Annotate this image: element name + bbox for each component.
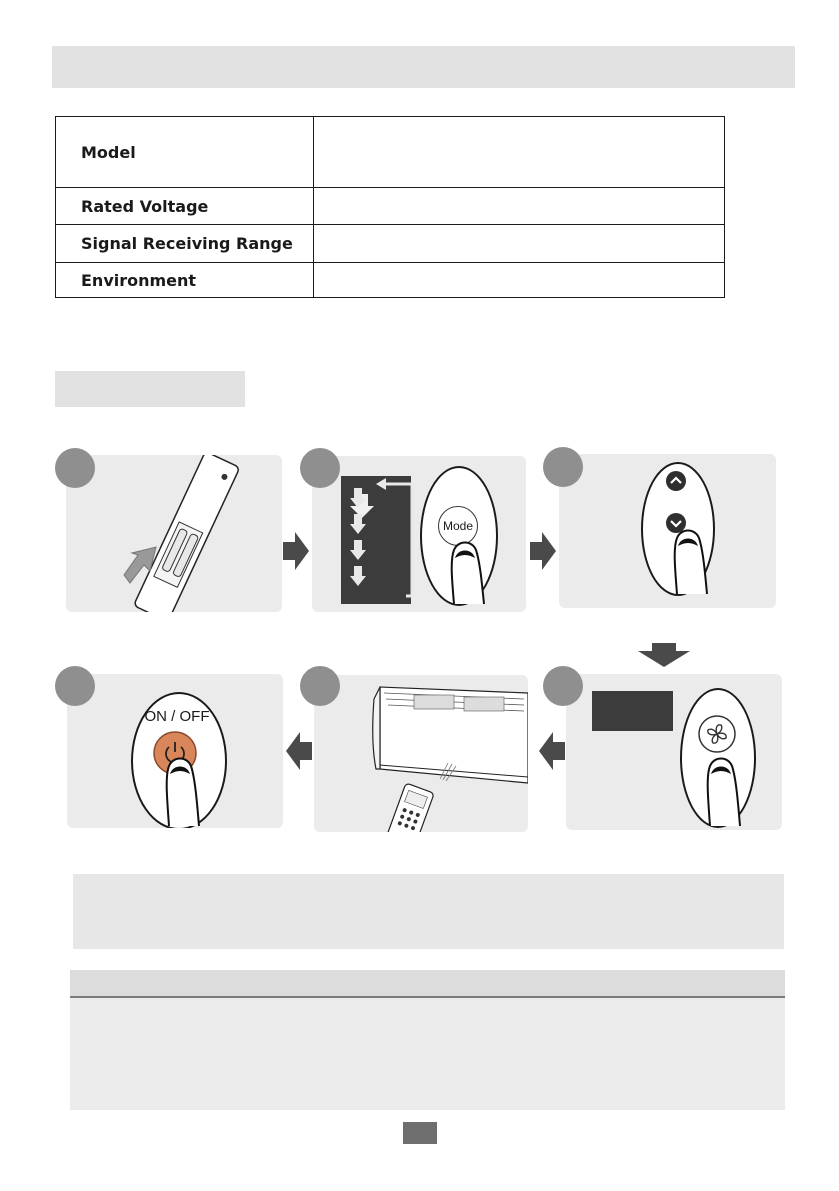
display-screen xyxy=(592,691,673,731)
finger-icon xyxy=(704,756,744,826)
step-6-panel xyxy=(67,674,283,828)
remote-battery-illustration xyxy=(66,455,282,612)
finger-icon xyxy=(448,540,488,604)
step-6-badge xyxy=(55,666,95,706)
step-1-panel xyxy=(66,455,282,612)
table-row xyxy=(56,117,725,188)
finger-icon xyxy=(671,528,711,594)
spec-label-environment: Environment xyxy=(56,263,314,298)
spec-label-range: Signal Receiving Range xyxy=(56,225,314,263)
step-2-panel xyxy=(312,456,526,612)
table-row xyxy=(56,188,725,225)
section-tab xyxy=(55,371,245,407)
table-row xyxy=(56,225,725,263)
mode-button[interactable]: Mode xyxy=(438,506,478,546)
power-button-label: ON / OFF xyxy=(144,708,210,725)
header-bar xyxy=(52,46,795,88)
spec-value-environment xyxy=(314,263,725,298)
step-1-badge xyxy=(55,448,95,488)
arrow-right-icon xyxy=(530,532,556,570)
note-box xyxy=(73,874,784,949)
step-4-badge xyxy=(543,666,583,706)
step-3-panel xyxy=(559,454,776,608)
arrow-down-icon xyxy=(638,643,690,667)
spec-value-model xyxy=(314,117,725,188)
fan-icon[interactable] xyxy=(697,714,737,754)
step-5-badge xyxy=(300,666,340,706)
step-5-panel xyxy=(314,675,528,832)
spec-label-model: Model xyxy=(56,117,314,188)
step-3-badge xyxy=(543,447,583,487)
finger-icon xyxy=(163,756,203,826)
step-2-badge xyxy=(300,448,340,488)
spec-value-voltage xyxy=(314,188,725,225)
arrow-right-icon xyxy=(283,532,309,570)
chevron-up-icon[interactable] xyxy=(665,470,687,492)
info-box-header xyxy=(70,970,785,998)
spec-value-range xyxy=(314,225,725,263)
page-number-tab xyxy=(403,1122,437,1144)
spec-label-voltage: Rated Voltage xyxy=(56,188,314,225)
spec-table xyxy=(55,116,725,298)
arrow-left-icon xyxy=(286,732,312,770)
table-row xyxy=(56,263,725,298)
step-4-panel xyxy=(566,674,782,830)
arrow-left-icon xyxy=(539,732,565,770)
indoor-unit-illustration xyxy=(314,675,528,832)
